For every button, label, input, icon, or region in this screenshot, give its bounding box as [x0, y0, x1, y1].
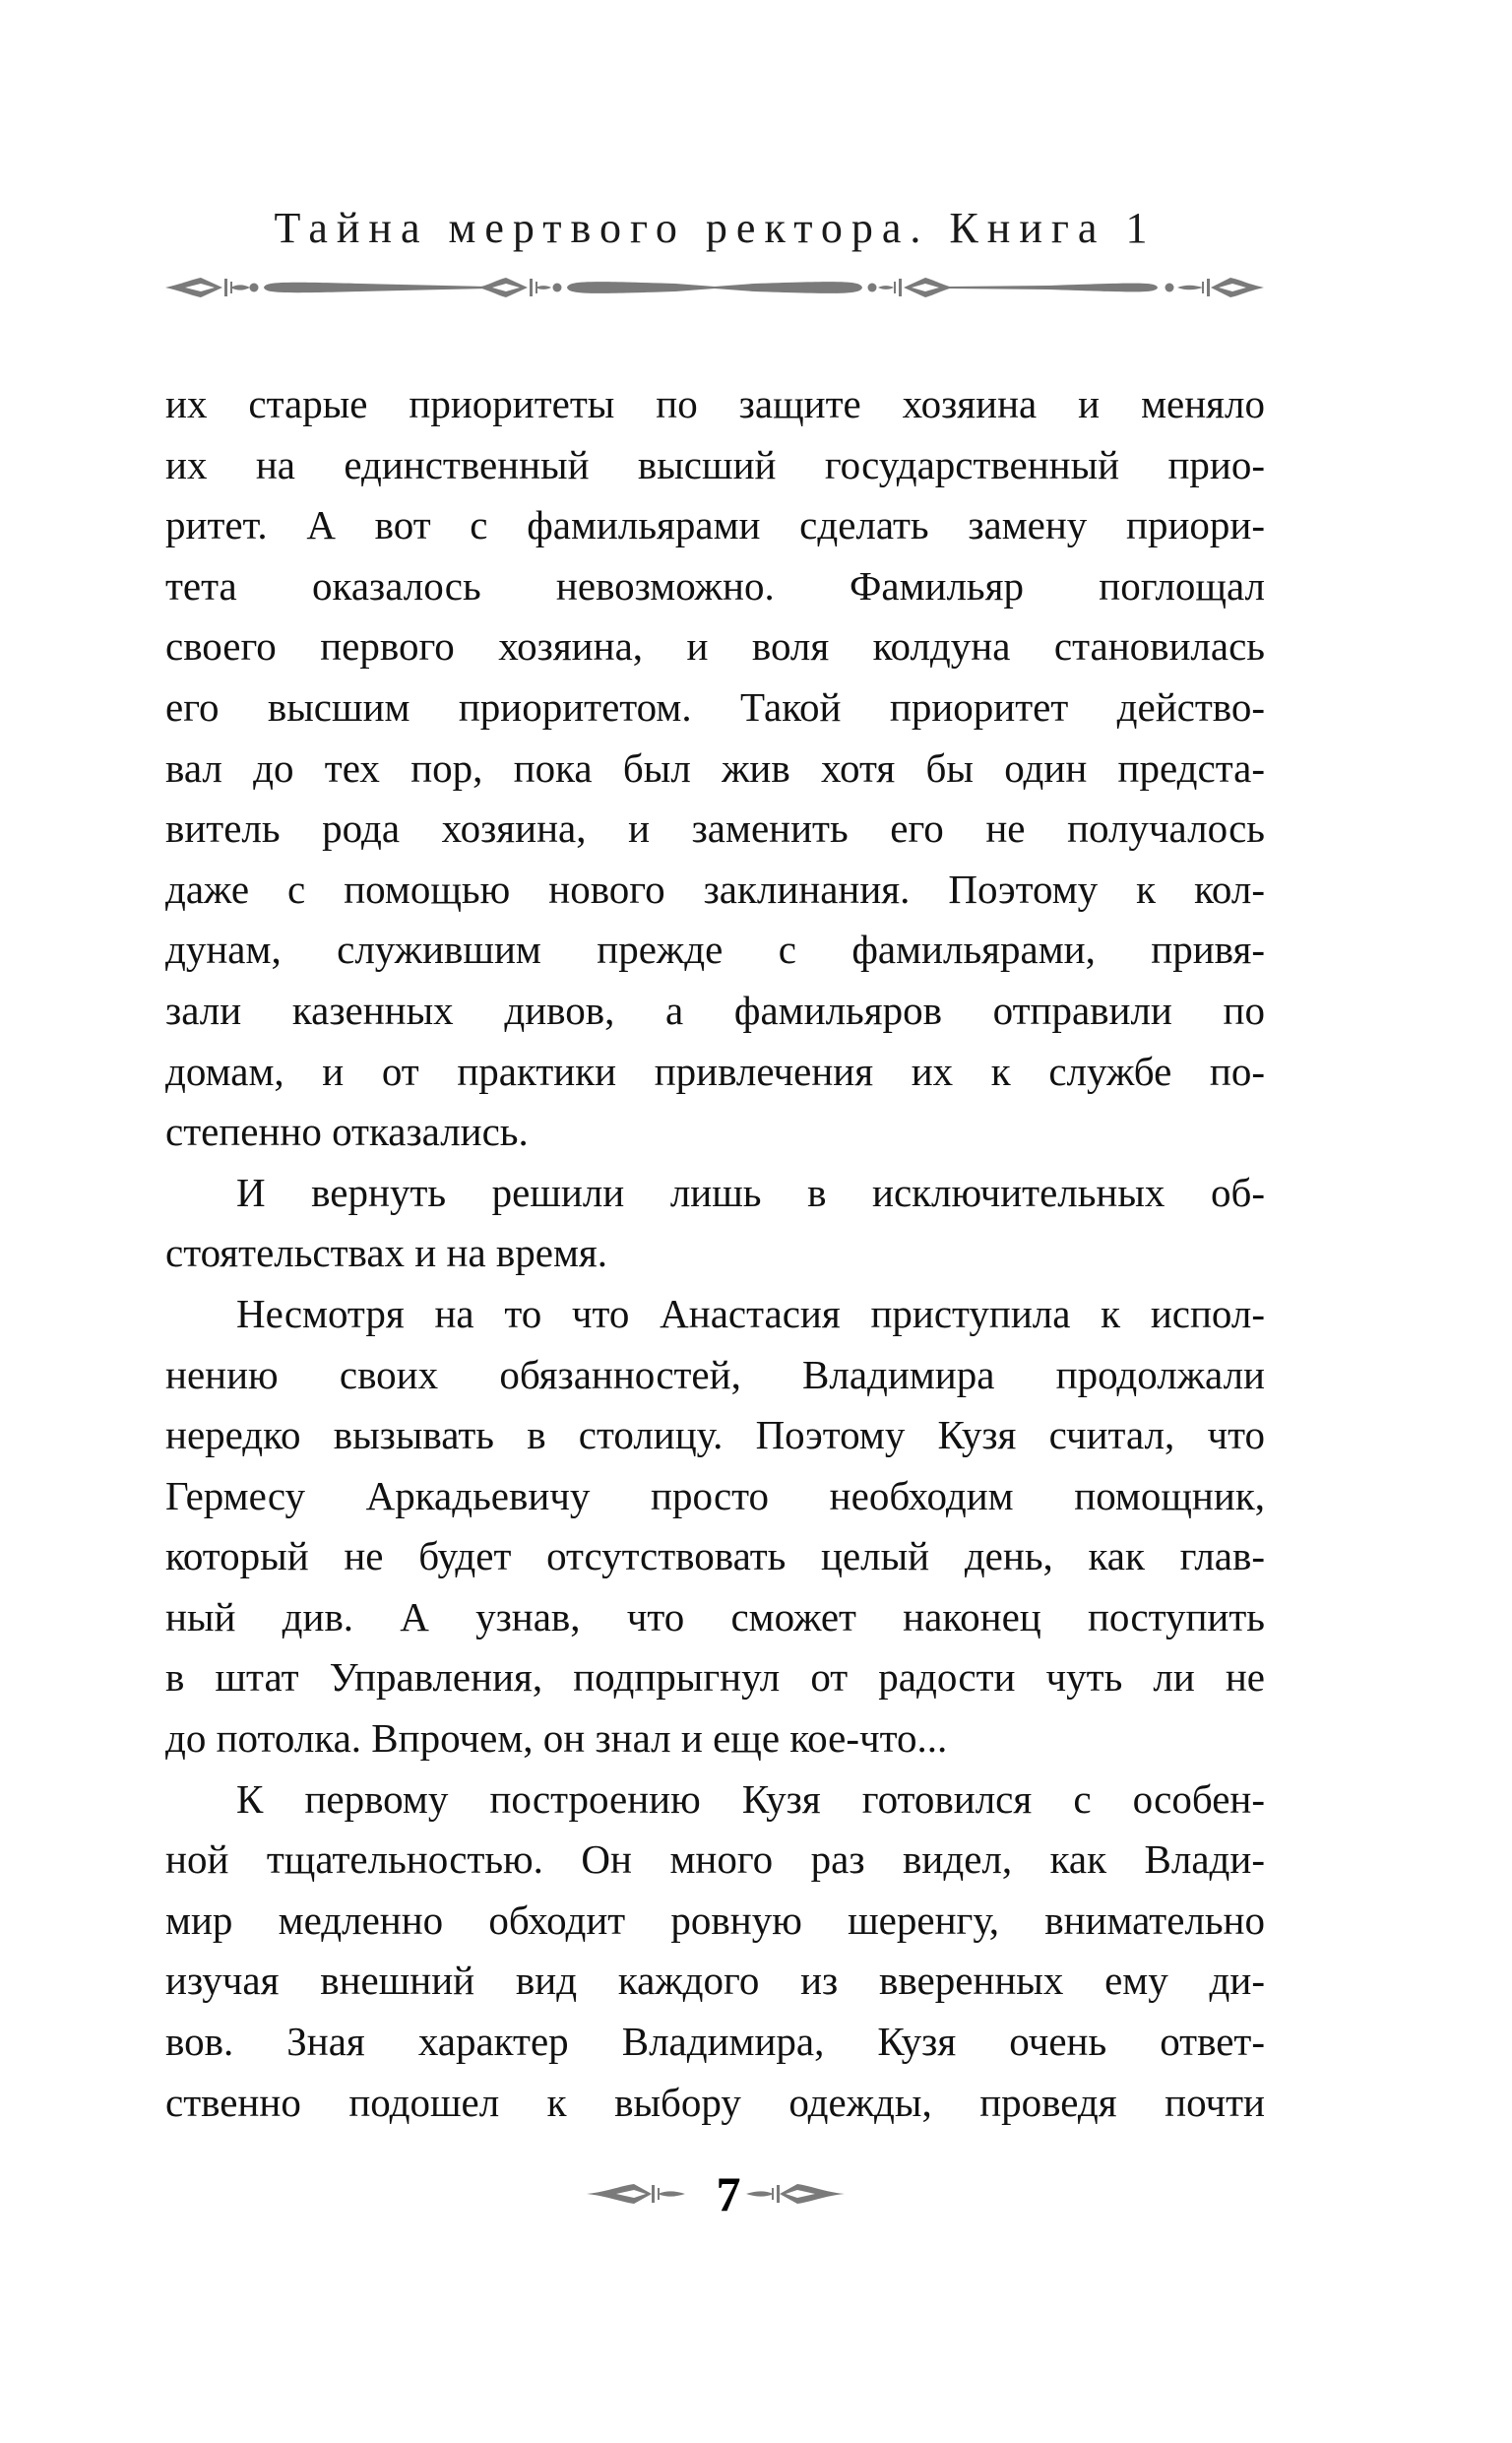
text-line: вов. Зная характер Владимира, Кузя очень ответ-: [165, 2019, 1265, 2065]
text-line: мир медленно обходит ровную шеренгу, внимательно: [165, 1897, 1265, 1943]
paragraph: [165, 1284, 1265, 1769]
text-line: К первому построению Кузя готовился с особен-: [236, 1775, 1265, 1822]
text-line: изучая внешний вид каждого из вверенных ему ди-: [165, 1958, 1265, 2004]
text-line: нению своих обязанностей, Владимира продолжали: [165, 1351, 1265, 1397]
text-line: в штат Управления, подпрыгнул от радости чуть ли не: [165, 1654, 1265, 1701]
text-line: их старые приоритеты по защите хозяина и меняло: [165, 381, 1265, 426]
text-line: степенно отказались.: [165, 1109, 529, 1155]
text-line: тета оказалось невозможно. Фамильяр поглощал: [165, 562, 1265, 609]
page-number: 7: [716, 2166, 741, 2221]
running-title: Тайна мертвого ректора. Книга 1: [274, 204, 1157, 252]
text-line: Несмотря на то что Анастасия приступила к испол-: [236, 1290, 1265, 1336]
text-line: ной тщательностью. Он много раз видел, как Влади-: [165, 1836, 1265, 1883]
text-line: И вернуть решили лишь в исключительных об-: [236, 1169, 1265, 1215]
text-line: до потолка. Впрочем, он знал и еще кое-что...: [165, 1715, 948, 1762]
text-line: своего первого хозяина, и воля колдуна становилась: [165, 623, 1265, 670]
text-line: витель рода хозяина, и заменить его не получалось: [165, 805, 1265, 852]
paragraph: [165, 1769, 1265, 2134]
text-line: зали казенных дивов, а фамильяров отправили по: [165, 987, 1265, 1033]
text-line: стоятельствах и на время.: [165, 1230, 607, 1276]
page-footer: [551, 2166, 906, 2221]
text-line: ный див. А узнав, что сможет наконец поступить: [165, 1593, 1265, 1639]
text-line: который не будет отсутствовать целый день, как глав-: [165, 1533, 1265, 1579]
text-line: домам, и от практики привлечения их к службе по-: [165, 1048, 1265, 1094]
header-ornament-divider-icon: [163, 276, 1266, 299]
text-line: его высшим приоритетом. Такой приоритет действо-: [165, 683, 1265, 730]
paragraph: [165, 1163, 1265, 1284]
text-line: ственно подошел к выбору одежды, проведя почти: [165, 2079, 1265, 2125]
text-line: дунам, служившим прежде с фамильярами, привя-: [165, 927, 1265, 973]
text-line: нередко вызывать в столицу. Поэтому Кузя считал, что: [165, 1412, 1265, 1458]
paragraph: [165, 374, 1265, 1163]
body-text: [165, 374, 1265, 2133]
right-flourish-icon: [746, 2182, 845, 2206]
left-flourish-icon: [587, 2182, 685, 2206]
text-line: Гермесу Аркадьевичу просто необходим помощник,: [165, 1472, 1265, 1518]
text-line: ритет. А вот с фамильярами сделать замену приори-: [165, 502, 1265, 548]
text-line: их на единственный высший государственный прио-: [165, 441, 1265, 487]
text-line: даже с помощью нового заклинания. Поэтому к кол-: [165, 866, 1265, 912]
text-line: вал до тех пор, пока был жив хотя бы один предста-: [165, 744, 1265, 791]
